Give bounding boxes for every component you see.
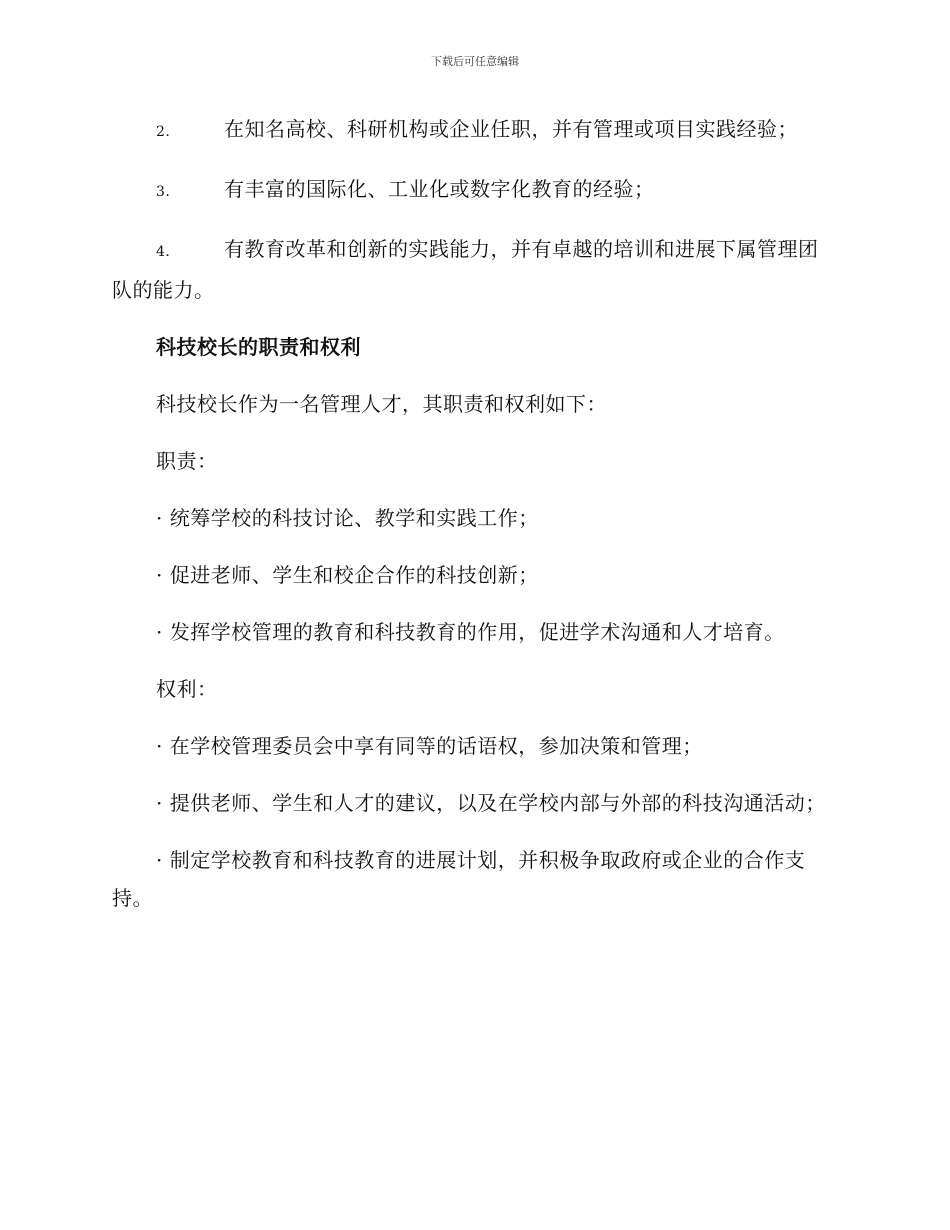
rights-label: 权利： — [156, 677, 218, 701]
page-header-note: 下载后可任意编辑 — [431, 55, 519, 68]
duties-label: 职责： — [156, 449, 218, 473]
duty-item-3: · 发挥学校管理的教育和科技教育的作用，促进学术沟通和人才培育。 — [156, 620, 785, 644]
item-text: 在知名高校、科研机构或企业任职，并有管理或项目实践经验； — [224, 117, 798, 141]
numbered-item-2 — [112, 110, 834, 151]
item-number: 2. — [156, 124, 171, 140]
item-text: 有教育改革和创新的实践能力，并有卓越的培训和进展下属管理团队的能力。 — [112, 237, 819, 302]
item-number: 4. — [156, 244, 171, 260]
item-text: 有丰富的国际化、工业化或数字化教育的经验； — [224, 177, 655, 201]
right-item-2: · 提供老师、学生和人才的建议，以及在学校内部与外部的科技沟通活动； — [156, 791, 826, 815]
section-heading: 科技校长的职责和权利 — [156, 335, 361, 359]
numbered-item-3 — [112, 170, 834, 211]
right-item-1: · 在学校管理委员会中享有同等的话语权，参加决策和管理； — [156, 734, 703, 758]
duty-item-1: · 统筹学校的科技讨论、教学和实践工作； — [156, 506, 539, 530]
section-intro: 科技校长作为一名管理人才，其职责和权利如下： — [156, 392, 607, 416]
numbered-item-4 — [112, 230, 834, 309]
document-body — [112, 110, 834, 936]
right-item-3: · 制定学校教育和科技教育的进展计划，并积极争取政府或企业的合作支持。 — [112, 848, 806, 910]
item-number: 3. — [156, 184, 171, 200]
duty-item-2: · 促进老师、学生和校企合作的科技创新； — [156, 563, 539, 587]
